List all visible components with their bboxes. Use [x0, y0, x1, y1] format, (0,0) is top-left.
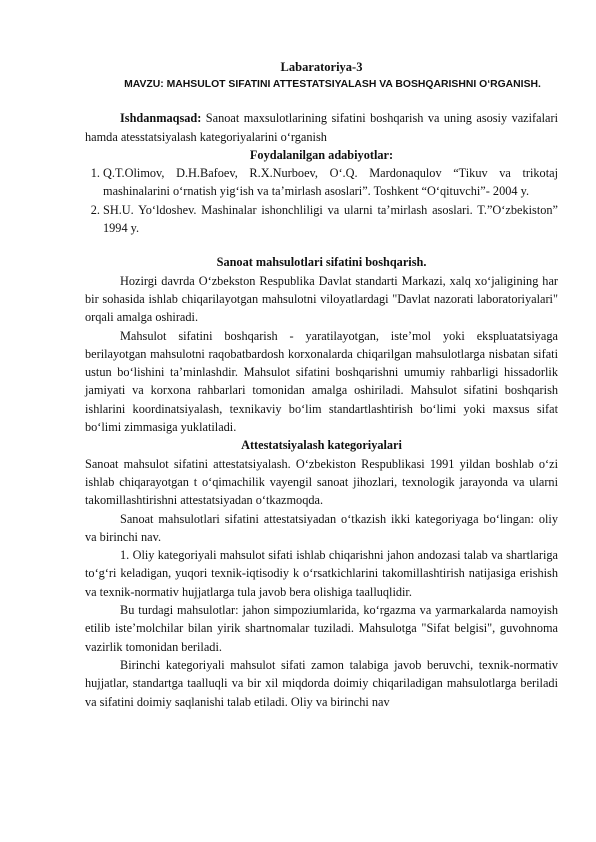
- section-heading-attestation: Attestatsiyalash kategoriyalari: [241, 438, 402, 453]
- paragraph: Hozirgi davrda O‘zbekston Respublika Davlat standarti Markazi, xalq xo‘jaligining har bir sohasida ishlab chiqarilayotgan mahsulotni viloyatlardagi "Davlat nazorati laboratoriyalari" orqali amalga oshiradi.: [85, 273, 558, 325]
- paragraph: Birinchi kategoriyali mahsulot sifati zamon talabiga javob beruvchi, texnik-normativ hujjatlar, standartga taalluqli va bir xil miqdorda doimiy chiqariladigan mahsulotlarga beriladi va sifatini doimiy saqlanishi talab etiladi. Oliy va birinchi nav: [85, 657, 558, 709]
- spacer: [85, 237, 558, 253]
- paragraph: Sanoat mahsulotlari sifatini attestatsiyadan o‘tkazish ikki kategoriyaga bo‘lingan: oliy va birinchi nav.: [85, 511, 558, 544]
- document-page: [85, 58, 558, 711]
- paragraph: 1. Oliy kategoriyali mahsulot sifati ishlab chiqarishni jahon andozasi talab va shartlariga to‘g‘ri keladigan, yuqori texnik-iqtisodiy k o‘rsatkichlarini takomillashtirish natijasiga erishish va texnik-normativ hujjatlarga tula javob bera olishiga taalluqlidir.: [85, 548, 558, 599]
- references-list: [85, 164, 558, 237]
- reference-item: 1. Q.T.Olimov, D.H.Bafoev, R.X.Nurboev, O‘.Q. Mardonaqulov “Tikuv va trikotaj mashinalarini o‘rnatish yig‘ish va ta’mirlash asoslari”. Toshkent “O‘qituvchi”- 2004 y.: [103, 164, 558, 201]
- paragraph: Sanoat mahsulot sifatini attestatsiyalash. O‘zbekiston Respublikasi 1991 yildan boshlab o‘zi ishlab chiqarayotgan t o‘qimachilik vayengil sanoat jihozlari, texnologik jarayonda va ularni takomillashtirishni attestatsiyadan o‘tkazmoqda.: [85, 456, 558, 508]
- references-heading: Foydalanilgan adabiyotlar:: [249, 147, 394, 162]
- lab-title: Labaratoriya-3: [280, 60, 363, 74]
- goal-paragraph: [85, 109, 558, 146]
- paragraph: Bu turdagi mahsulotlar: jahon simpoziumlarida, ko‘rgazma va yarmarkalarda namoyish etilib iste’molchilar bilan yirik shartnomalar tuziladi. Mahsulotga "Sifat belgisi", guvohnoma vazirlik tomonidan beriladi.: [85, 603, 558, 654]
- spacer: [85, 93, 558, 109]
- paragraph: Mahsulot sifatini boshqarish - yaratilayotgan, iste’mol yoki ekspluatatsiyaga berilayotgan mahsulotni raqobatbardosh korxonalarda chiqarilgan mahsulotlarga nisbatan sifati ustun bo‘lishini ta’minlashdir. Mahsulot sifatini boshqarishni umumiy rahbarligi hissadorlik jamiyati va korxona rahbarlari tomonidan amalga oshiriladi. Mahsulot sifatini boshqarish ishlarini koordinatsiyalash, texnikaviy bo‘lim standartlashtirish bo‘limi yoki maxsus sifat bo‘limi zimmasiga yuklatiladi.: [85, 328, 558, 435]
- goal-label: Ishdanmaqsad:: [120, 111, 202, 126]
- reference-item: 2. SH.U. Yo‘ldoshev. Mashinalar ishonchliligi va ularni ta’mirlash asoslari. T.”O‘zbekiston” 1994 y.: [103, 201, 558, 238]
- topic-heading: MAVZU: MAHSULOT SIFATINI ATTESTATSIYALASH VA BOSHQARISHNI O‘RGANISH.: [124, 79, 541, 91]
- section-heading-quality-management: Sanoat mahsulotlari sifatini boshqarish.: [216, 255, 427, 270]
- goal-text: Sanoat maxsulotlarining sifatini boshqarish va uning asosiy vazifalari hamda atesstatsiyalash kategoriyalarini o‘rganish: [85, 111, 558, 144]
